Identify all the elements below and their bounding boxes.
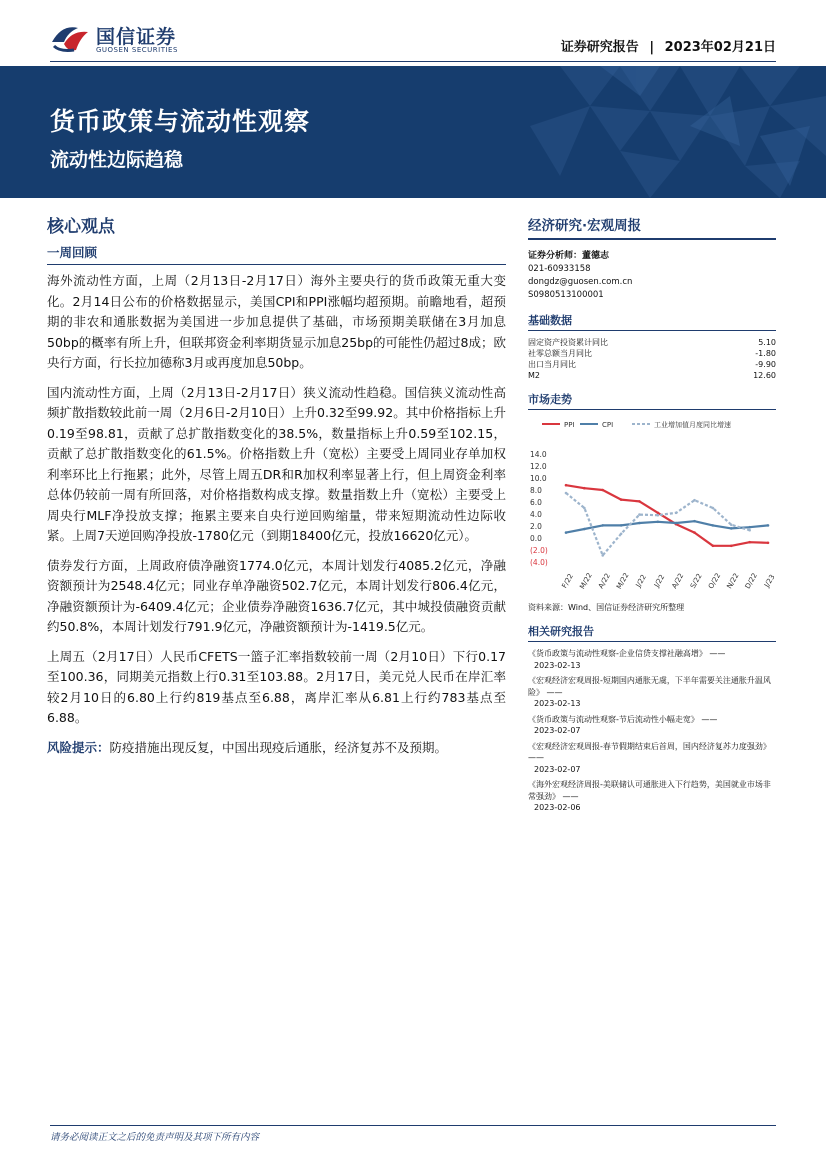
analyst-phone: 021-60933158 <box>528 264 591 274</box>
x-tick-label: A/22 <box>670 572 686 590</box>
market-chart <box>528 416 776 596</box>
data-point <box>583 507 586 510</box>
data-point <box>657 521 660 524</box>
related-report-date: 2023-02-07 <box>534 726 581 735</box>
related-report-item[interactable] <box>528 648 776 671</box>
footer-disclaimer: 请务必阅读正文之后的免责声明及其项下所有内容 <box>50 1125 776 1143</box>
x-tick-label: D/22 <box>743 571 759 591</box>
week-heading: 一周回顾 <box>47 243 506 265</box>
related-heading: 相关研究报告 <box>528 623 776 642</box>
data-point <box>675 512 678 515</box>
x-tick-label: M/22 <box>615 571 631 591</box>
page-header <box>0 0 826 66</box>
paragraph-domestic: 国内流动性方面，上周（2月13日-2月17日）狭义流动性趋稳。国信狭义流动性高频扩散指数较此前一周（2月6日-2月10日）上升0.32至99.92。其中价格指标上升0.19至98.81，贡献了总扩散指数变化的38.5%，数量指标上升0.59至102.15，贡献了总扩散指数变化的61.5%。价格指数上升（宽松）主要受上周同业存单加权利率环比上行拖累；此外，尽管上周五DR和R加权利率显著上行，但上周资金利率总体仍较前一周有所回落，对价格指数构成支撑。数量指数上升（宽松）主要受上周央行MLF净投放支撑；拖累主要来自央行逆回购缩量，带来短期流动性边际收紧。上周7天逆回购净投放-1780亿元（到期18400亿元，投放16620亿元）。 <box>47 384 506 543</box>
basic-data-value: 5.10 <box>758 338 776 347</box>
data-point <box>601 524 604 527</box>
series-line <box>566 485 768 546</box>
paragraph-fx: 上周五（2月17日）人民币CFETS一篮子汇率指数较前一周（2月10日）下行0.17至100.36，同期美元指数上行0.31至103.88。2月17日，美元兑人民币在岸汇率较2月10日的6.80上行约819基点至6.88，离岸汇率从6.81上行约783基点至6.88。 <box>47 648 506 725</box>
x-tick-label: M/22 <box>578 571 594 591</box>
analyst-label: 证券分析师： <box>528 251 583 261</box>
data-point <box>693 531 696 534</box>
report-meta <box>561 36 776 55</box>
data-point <box>748 526 751 529</box>
x-tick-label: F/22 <box>560 572 576 590</box>
basic-data-name: 社零总额当月同比 <box>528 349 592 358</box>
data-point <box>748 529 751 532</box>
x-tick-label: J/23 <box>762 573 776 589</box>
data-point <box>730 545 733 548</box>
x-tick-label: J/22 <box>634 573 648 589</box>
analyst-info <box>528 250 776 302</box>
y-tick-label: 14.0 <box>530 450 547 459</box>
data-point <box>712 524 715 527</box>
basic-data-row <box>528 337 776 348</box>
data-point <box>712 507 715 510</box>
data-point <box>620 498 623 501</box>
legend-label: PPI <box>564 421 575 429</box>
data-point <box>638 513 641 516</box>
related-report-item[interactable] <box>528 779 776 814</box>
y-tick-label: 6.0 <box>530 498 542 507</box>
data-point <box>620 524 623 527</box>
data-point <box>638 500 641 503</box>
x-tick-label: O/22 <box>706 571 723 591</box>
related-report-item[interactable] <box>528 675 776 710</box>
basic-data-name: 出口当月同比 <box>528 360 576 369</box>
report-date: 2023年02月21日 <box>664 40 776 55</box>
related-reports <box>528 648 776 814</box>
report-subtitle: 流动性边际趋稳 <box>50 149 184 171</box>
y-tick-label: 0.0 <box>530 534 542 543</box>
x-tick-label: S/22 <box>688 572 704 590</box>
sidebar-heading: 经济研究·宏观周报 <box>528 214 776 240</box>
data-point <box>583 487 586 490</box>
title-banner <box>0 66 826 198</box>
data-point <box>657 514 660 517</box>
data-point <box>748 541 751 544</box>
related-report-title[interactable]: 《货币政策与流动性观察-企业信贷支撑社融高增》 —— <box>528 649 726 658</box>
analyst-name: 董德志 <box>582 251 610 261</box>
related-report-title[interactable]: 《货币政策与流动性观察-节后流动性小幅走宽》 —— <box>528 714 718 724</box>
y-tick-label: 2.0 <box>530 522 542 531</box>
risk-label: 风险提示： <box>47 739 110 755</box>
data-point <box>657 512 660 515</box>
brand-name: 国信证券 <box>96 26 177 48</box>
y-tick-label: (4.0) <box>530 558 548 567</box>
meta-separator: | <box>649 40 655 55</box>
related-report-title[interactable]: 《宏观经济宏观周报-春节假期结束后首周，国内经济复苏力度强劲》 —— <box>528 741 771 762</box>
data-point <box>675 522 678 525</box>
guosen-logo-icon <box>50 22 90 54</box>
paragraph-overseas: 海外流动性方面，上周（2月13日-2月17日）海外主要央行的货币政策无重大变化。2月14日公布的价格数据显示，美国CPI和PPI涨幅均超预期。前瞻地看，超预期的非农和通胀数据为美国进一步加息提供了基础，市场预期美联储在3月加息50bp的概率有所上升，但联邦资金利率期货显示加息25bp的可能性仍超过8成；欧央行方面，行长拉加德称3月或再度加息50bp。 <box>47 273 507 370</box>
data-point <box>565 484 568 487</box>
header-divider <box>50 61 776 62</box>
basic-data-table <box>528 337 776 381</box>
basic-data-name: M2 <box>528 371 540 380</box>
data-point <box>601 489 604 492</box>
related-report-item[interactable] <box>528 714 776 737</box>
data-point <box>565 492 568 495</box>
related-report-item[interactable] <box>528 741 776 776</box>
data-point <box>601 554 604 557</box>
basic-data-row <box>528 370 776 381</box>
x-tick-label: N/22 <box>725 571 741 591</box>
market-heading: 市场走势 <box>528 391 776 410</box>
chart-source: 资料来源：Wind、国信证券经济研究所整理 <box>528 603 685 612</box>
basic-data-row <box>528 348 776 359</box>
basic-data-row <box>528 359 776 370</box>
basic-data-value: 12.60 <box>753 371 776 380</box>
data-point <box>693 499 696 502</box>
data-point <box>620 533 623 536</box>
x-tick-label: J/22 <box>652 573 667 589</box>
related-report-date: 2023-02-06 <box>534 803 581 812</box>
basic-data-value: -1.80 <box>755 349 776 358</box>
brand-name-en: GUOSEN SECURITIES <box>96 46 178 54</box>
basic-data-value: -9.90 <box>755 360 776 369</box>
related-report-date: 2023-02-07 <box>534 764 581 774</box>
analyst-email[interactable]: dongdz@guosen.com.cn <box>528 277 633 287</box>
y-tick-label: 8.0 <box>530 486 542 495</box>
report-type: 证券研究报告 <box>560 40 639 55</box>
data-point <box>767 542 770 545</box>
data-point <box>583 528 586 531</box>
related-report-date: 2023-02-13 <box>534 660 581 670</box>
sidebar <box>528 214 776 818</box>
report-title: 货币政策与流动性观察 <box>50 107 311 136</box>
data-point <box>638 522 641 525</box>
core-heading: 核心观点 <box>47 217 115 237</box>
data-point <box>693 520 696 523</box>
paragraph-bonds: 债券发行方面，上周政府债净融资1774.0亿元，本周计划发行4085.2亿元，净融资额预计为2548.4亿元；同业存单净融资502.7亿元，本周计划发行806.4亿元，净融资额预计为-6409.4亿元；企业债券净融资1636.7亿元，其中城投债融资贡献约50.8%，本周计划发行791.9亿元，净融资额预计为-1419.5亿元。 <box>47 557 506 634</box>
risk-text: 防疫措施出现反复，中国出现疫后通胀，经济复苏不及预期。 <box>109 739 448 755</box>
y-tick-label: 10.0 <box>530 474 547 483</box>
related-report-date: 2023-02-13 <box>534 699 581 708</box>
data-point <box>730 524 733 527</box>
data-point <box>730 527 733 530</box>
basic-data-heading: 基础数据 <box>528 312 776 331</box>
y-tick-label: (2.0) <box>530 546 548 555</box>
y-tick-label: 4.0 <box>530 510 542 519</box>
x-tick-label: A/22 <box>596 572 612 590</box>
data-point <box>767 524 770 527</box>
related-report-title[interactable]: 《宏观经济宏观周报-短期国内通胀无虞，下半年需要关注通胀升温风险》 —— <box>528 676 771 697</box>
legend-label: CPI <box>602 421 614 429</box>
data-point <box>712 545 715 548</box>
data-point <box>565 531 568 534</box>
main-content <box>47 212 506 767</box>
y-tick-label: 12.0 <box>530 462 547 471</box>
related-report-title[interactable]: 《海外宏观经济周报-美联储认可通胀进入下行趋势，美国就业市场非常强劲》 —— <box>528 780 771 801</box>
risk-warning <box>47 738 506 759</box>
analyst-license: S0980513100001 <box>528 290 604 300</box>
legend-label: 工业增加值月度同比增速 <box>654 421 731 429</box>
basic-data-name: 固定资产投资累计同比 <box>528 338 608 347</box>
